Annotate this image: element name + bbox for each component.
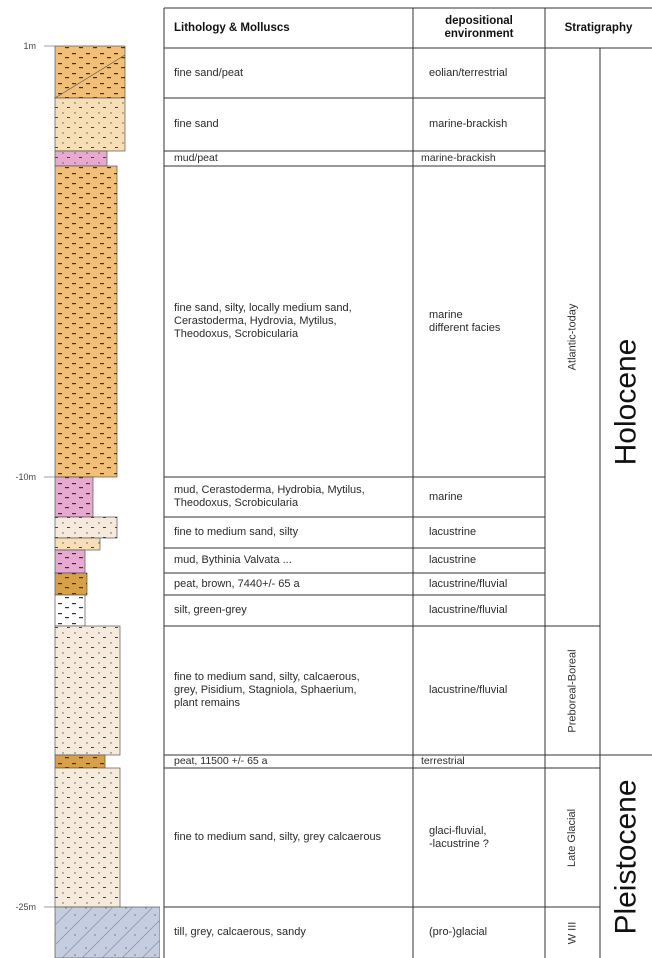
environment-cell <box>413 166 545 477</box>
environment-text: marine different facies <box>429 308 501 334</box>
environment-text: lacustrine <box>429 526 477 538</box>
lithology-cell <box>164 548 413 573</box>
lithology-cell <box>164 755 413 768</box>
stage-w-iii: W III <box>565 921 578 944</box>
epoch-pleistocene: Pleistocene <box>609 778 643 935</box>
depth-label: -25m <box>15 902 36 912</box>
header-environment: depositional environment <box>444 15 514 40</box>
environment-cell <box>413 907 545 958</box>
stratum-peat-brown-pattern <box>55 573 87 595</box>
stratum-mud-bythinia-pattern <box>55 550 85 573</box>
stratum-till-pattern <box>55 907 160 958</box>
lithology-text: fine to medium sand, silty, calcaerous, grey, Pisidium, Stagniola, Sphaerium, plant remains <box>174 671 360 709</box>
lithology-cell <box>164 48 413 98</box>
environment-text: lacustrine/fluvial <box>429 577 508 590</box>
environment-cell <box>413 48 545 98</box>
depth-label: -10m <box>15 472 36 482</box>
epoch-holocene: Holocene <box>608 338 642 465</box>
lithology-cell <box>164 768 413 907</box>
environment-cell <box>413 573 545 595</box>
stratum-fine-medium-sand-pattern <box>55 517 117 538</box>
environment-text: lacustrine <box>429 554 477 566</box>
environment-text: marine-brackish <box>421 152 496 164</box>
lithology-cell <box>164 166 413 477</box>
stratum-fine-sand-peat-pattern <box>55 46 125 98</box>
lithology-log <box>0 0 160 958</box>
lithology-text: mud, Cerastoderma, Hydrobia, Mytilus, Theodoxus, Scrobicularia <box>174 484 365 509</box>
lithology-cell <box>164 595 413 626</box>
lithology-cell <box>164 151 413 166</box>
lithology-text: peat, 11500 +/- 65 a <box>174 755 268 767</box>
environment-text: marine <box>429 490 463 503</box>
environment-cell <box>413 517 545 548</box>
environment-cell <box>413 98 545 151</box>
lithology-text: fine to medium sand, silty <box>174 526 299 538</box>
stage-late-glacial: Late Glacial <box>566 808 579 867</box>
lithology-cell <box>164 907 413 958</box>
header-lithology: Lithology & Molluscs <box>174 21 290 34</box>
stratum-sand-thin-pattern <box>55 538 100 550</box>
stratum-silt-pattern <box>55 595 85 626</box>
lithology-cell <box>164 477 413 517</box>
stratum-fine-sand-pattern <box>55 98 125 151</box>
header-stratigraphy: Stratigraphy <box>564 21 633 34</box>
environment-text: glaci-fluvial, -lacustrine ? <box>429 824 489 850</box>
lithology-text: fine to medium sand, silty, grey calcaerous <box>174 831 382 843</box>
stage-preboreal-boreal: Preboreal-Boreal <box>566 648 579 733</box>
environment-text: eolian/terrestrial <box>429 66 508 79</box>
environment-text: terrestrial <box>421 755 465 767</box>
lithology-text: fine sand/peat <box>174 66 244 79</box>
environment-cell <box>413 626 545 755</box>
lithology-text: mud, Bythinia Valvata ... <box>174 554 292 566</box>
stratum-mud-marine-pattern <box>55 477 93 517</box>
environment-text: lacustrine/fluvial <box>429 684 508 696</box>
environment-cell <box>413 151 545 166</box>
stage-atlantic-today: Atlantic-today <box>565 303 578 371</box>
environment-cell <box>413 755 545 768</box>
lithology-cell <box>164 573 413 595</box>
lithology-text: fine sand <box>174 118 219 130</box>
environment-text: lacustrine/fluvial <box>429 604 508 616</box>
lithology-text: till, grey, calcaerous, sandy <box>174 926 306 938</box>
stratum-grey-sand-pattern <box>55 768 120 907</box>
environment-text: (pro-)glacial <box>429 926 488 938</box>
lithology-text: mud/peat <box>174 152 218 164</box>
environment-cell <box>413 548 545 573</box>
environment-cell <box>413 768 545 907</box>
lithology-text: silt, green-grey <box>174 604 247 616</box>
environment-cell <box>413 595 545 626</box>
lithology-text: fine sand, silty, locally medium sand, Cerastoderma, Hydrovia, Mytilus, Theodoxus, Scrobicularia <box>174 302 352 340</box>
depth-label: 1m <box>23 41 36 51</box>
lithology-cell <box>164 517 413 548</box>
stratum-mud-peat-pattern <box>55 151 107 166</box>
lithology-cell <box>164 98 413 151</box>
environment-cell <box>413 477 545 517</box>
lithology-cell <box>164 626 413 755</box>
stratum-peat-11500-pattern <box>55 755 105 768</box>
lithology-text: peat, brown, 7440+/- 65 a <box>174 577 300 590</box>
stratum-silty-sand-pattern <box>55 166 117 477</box>
environment-text: marine-brackish <box>429 118 508 130</box>
stratum-calcareous-sand-pattern <box>55 626 120 755</box>
